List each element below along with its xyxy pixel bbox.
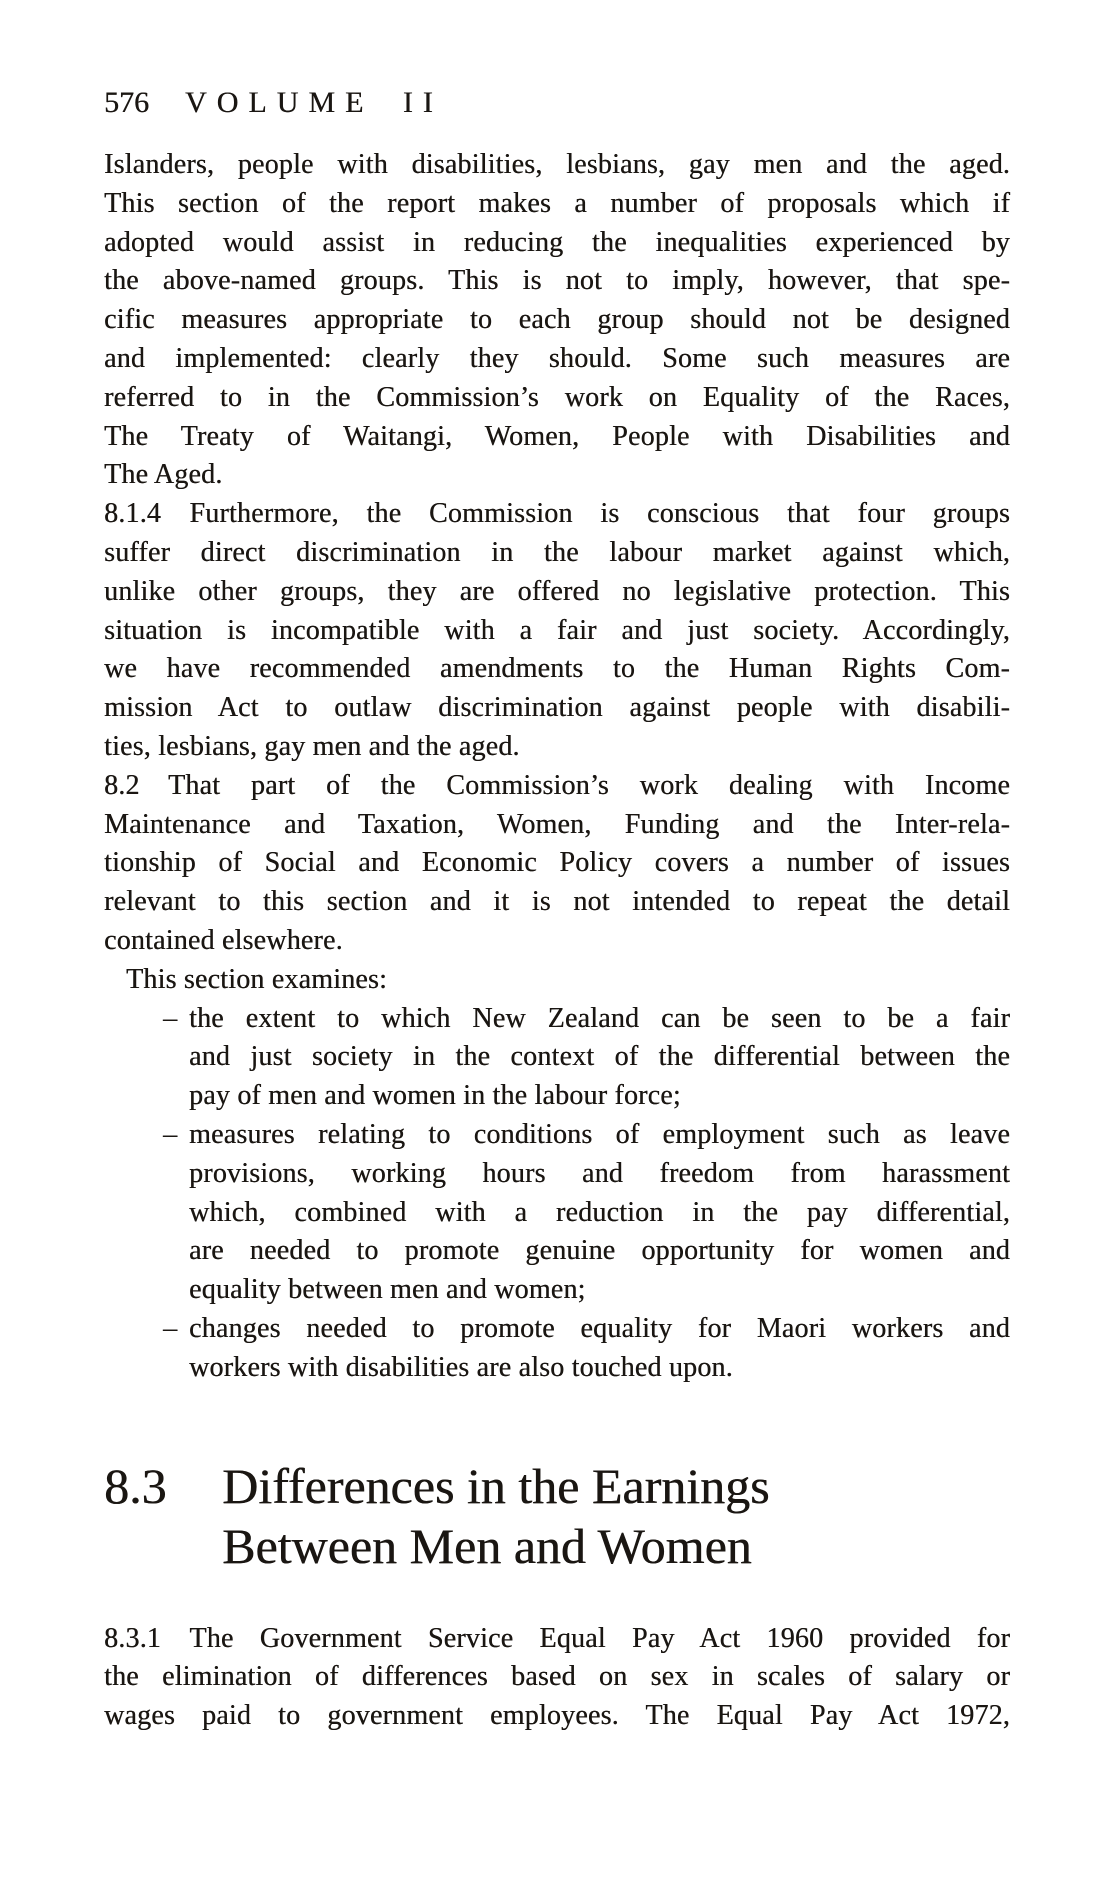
text-line: the extent to which New Zealand can be seen to be a fair [189, 1002, 1010, 1034]
para-islanders [104, 146, 1010, 495]
text-line: pay of men and women in the labour force; [189, 1080, 681, 1112]
text-line: are needed to promote genuine opportunity for women and [189, 1235, 1010, 1267]
text-line: referred to in the Commission’s work on Equality of the Races, [104, 381, 1010, 413]
text-line: situation is incompatible with a fair and just society. Accordingly, [104, 614, 1010, 646]
text-line: unlike other groups, they are offered no legislative protection. This [104, 575, 1010, 607]
section-heading-8-3 [104, 1456, 1010, 1576]
text-line: and just society in the context of the differential between the [189, 1041, 1010, 1073]
dash-marker: – [163, 1002, 177, 1034]
volume-title: VOLUME II [185, 86, 443, 119]
text-line: the above-named groups. This is not to imply, however, that spe- [104, 265, 1010, 297]
para-8-3-1 [104, 1620, 1010, 1736]
page-header [104, 83, 1010, 123]
text-line: relevant to this section and it is not intended to repeat the detail [104, 886, 1010, 918]
text-line: equality between men and women; [189, 1274, 586, 1306]
text-line: changes needed to promote equality for Maori workers and [189, 1312, 1010, 1344]
dash-marker: – [163, 1118, 177, 1150]
text-line: 8.3.1 The Government Service Equal Pay Act 1960 provided for [104, 1622, 1010, 1654]
page-text [104, 146, 1010, 1736]
text-line: suffer direct discrimination in the labour market against which, [104, 536, 1010, 568]
text-line: 8.2 That part of the Commission’s work dealing with Income [104, 769, 1010, 801]
text-line: contained elsewhere. [104, 924, 343, 956]
text-line: cific measures appropriate to each group should not be designed [104, 304, 1010, 336]
heading-text [222, 1456, 770, 1576]
text-line: provisions, working hours and freedom from harassment [189, 1157, 1010, 1189]
text-line: measures relating to conditions of employment such as leave [189, 1118, 1010, 1150]
text-line: The Aged. [104, 459, 223, 491]
text-line: wages paid to government employees. The Equal Pay Act 1972, [104, 1700, 1010, 1732]
text-line: we have recommended amendments to the Human Rights Com- [104, 653, 1010, 685]
list-item [104, 1116, 1010, 1310]
text-line: adopted would assist in reducing the inequalities experienced by [104, 226, 1010, 258]
list-item [104, 1000, 1010, 1116]
text-line: ties, lesbians, gay men and the aged. [104, 730, 520, 762]
para-8-1-4 [104, 495, 1010, 767]
text-line: The Treaty of Waitangi, Women, People with Disabilities and [104, 420, 1010, 452]
text-line: which, combined with a reduction in the pay differential, [189, 1196, 1010, 1228]
para-8-2 [104, 767, 1010, 961]
text-line: Maintenance and Taxation, Women, Funding and the Inter-rela- [104, 808, 1010, 840]
text-line: mission Act to outlaw discrimination against people with disabili- [104, 692, 1010, 724]
heading-line: Between Men and Women [222, 1517, 752, 1574]
page-number: 576 [104, 86, 149, 119]
heading-line: Differences in the Earnings [222, 1457, 770, 1514]
list-item [104, 1310, 1010, 1388]
text-line: and implemented: clearly they should. Some such measures are [104, 342, 1010, 374]
section-examines-lead: This section examines: [126, 963, 388, 995]
text-line: workers with disabilities are also touched upon. [189, 1351, 733, 1383]
text-line: tionship of Social and Economic Policy covers a number of issues [104, 847, 1010, 879]
text-line: the elimination of differences based on sex in scales of salary or [104, 1661, 1010, 1693]
dash-marker: – [163, 1312, 177, 1344]
text-line: This section of the report makes a number of proposals which if [104, 187, 1010, 219]
page-content [104, 83, 1010, 1736]
text-line: 8.1.4 Furthermore, the Commission is conscious that four groups [104, 498, 1010, 530]
heading-number: 8.3 [104, 1457, 167, 1514]
text-line: Islanders, people with disabilities, lesbians, gay men and the aged. [104, 149, 1010, 180]
